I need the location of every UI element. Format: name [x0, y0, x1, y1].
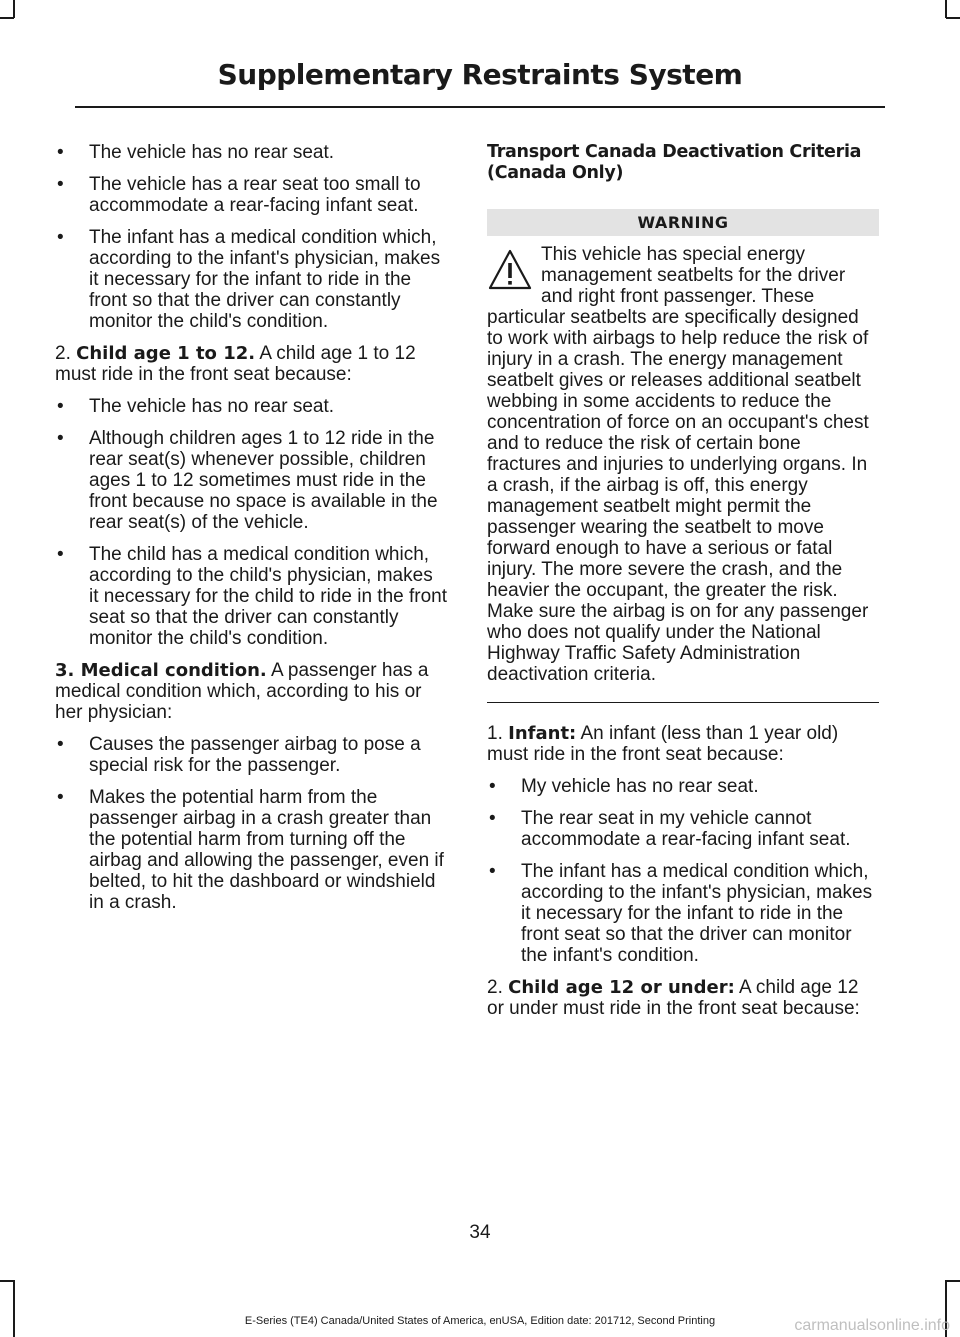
crop-mark [946, 1280, 960, 1282]
warning-end-rule [487, 685, 879, 703]
bullet-list [55, 142, 447, 332]
list-item: • Although children ages 1 to 12 ride in the rear seat(s) whenever possible, children ages 1 to 12 sometimes must ride in the front because no space is available in the rear seat(s) of the vehicle. [57, 428, 438, 533]
list-item: • The infant has a medical condition which, according to the infant's physician, makes it necessary for the infant to ride in the front seat so that the driver can monitor the infant's condition. [489, 861, 873, 966]
watermark: carmanualsonline.info [794, 1317, 950, 1334]
left-column [55, 142, 447, 924]
warning-label: WARNING [487, 209, 879, 236]
list-item: • Makes the potential harm from the passenger airbag in a crash greater than the potential harm from turning off the airbag and allowing the passenger, even if belted, to hit the dashboard or windshield in a crash. [57, 787, 444, 913]
crop-mark [13, 1280, 15, 1337]
paragraph-medical-condition: 3. Medical condition. A passenger has a medical condition which, according to his or her physician: [55, 660, 429, 723]
warning-box [487, 244, 879, 685]
edition-footer: E-Series (TE4) Canada/United States of America, enUSA, Edition date: 201712, Second Printing [244, 1315, 716, 1327]
crop-mark [945, 0, 947, 18]
warning-triangle-icon [487, 248, 533, 292]
crop-mark [13, 0, 15, 18]
list-item: • Causes the passenger airbag to pose a special risk for the passenger. [57, 734, 421, 776]
warning-text: This vehicle has special energy management seatbelts for the driver and right front passenger. These particular seatbelts are specifically designed to work with airbags to help reduce the risk of injury in a crash. The energy management seatbelt gives or releases additional seatbelt webbing in some accidents to reduce the concentration of force on an occupant's chest and to reduce the risk of certain bone fractures and injuries to underlying organs. In a crash, if the airbag is off, this energy management seatbelt might permit the passenger wearing the seatbelt to move forward enough to have a serious or fatal injury. The more severe the crash, and the heavier the occupant, the greater the risk. Make sure the airbag is on for any passenger who does not qualify under the National Highway Traffic Safety Administration deactivation criteria. [487, 244, 869, 685]
page-number: 34 [469, 1222, 491, 1243]
bullet-list [55, 396, 447, 649]
list-item: • My vehicle has no rear seat. [489, 776, 759, 797]
crop-mark [946, 17, 960, 19]
list-item: • The vehicle has no rear seat. [57, 396, 335, 417]
bullet-list [487, 776, 879, 966]
section-heading: Transport Canada Deactivation Criteria (Canada Only) [487, 142, 862, 183]
list-item: • The vehicle has no rear seat. [57, 142, 335, 163]
paragraph-infant: 1. Infant: An infant (less than 1 year old) must ride in the front seat because: [487, 723, 839, 765]
bullet-list [55, 734, 447, 913]
list-item: • The child has a medical condition which, according to the child's physician, makes it necessary for the child to ride in the front seat so that the driver can constantly monitor the child's condition. [57, 544, 448, 649]
right-column [487, 142, 879, 1030]
paragraph-child-under-12: 2. Child age 12 or under: A child age 12 or under must ride in the front seat because: [487, 977, 860, 1019]
crop-mark [0, 1280, 14, 1282]
list-item: • The infant has a medical condition which, according to the infant's physician, makes it necessary for the infant to ride in the front so that the driver can constantly monitor the child's condition. [57, 227, 441, 332]
page-title: Supplementary Restraints System [217, 58, 743, 91]
paragraph-child-age: 2. Child age 1 to 12. A child age 1 to 12 must ride in the front seat because: [55, 343, 416, 385]
header-divider [75, 106, 885, 108]
list-item: • The vehicle has a rear seat too small to accommodate a rear-facing infant seat. [57, 174, 421, 216]
list-item: • The rear seat in my vehicle cannot accommodate a rear-facing infant seat. [489, 808, 851, 850]
crop-mark [0, 17, 14, 19]
